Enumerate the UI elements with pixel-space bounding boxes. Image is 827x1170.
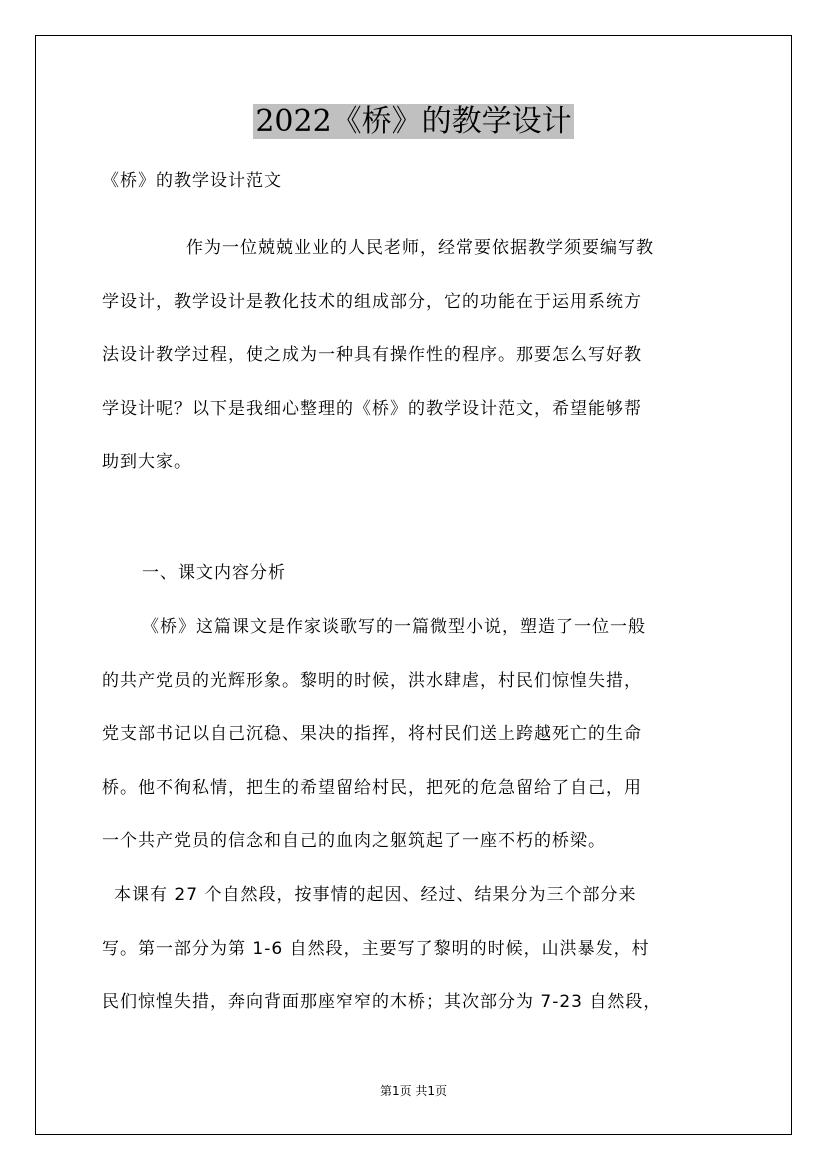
text-line: 的共产党员的光辉形象。黎明的时候，洪水肆虐，村民们惊惶失措， bbox=[102, 670, 642, 691]
subtitle bbox=[102, 155, 732, 209]
analysis-paragraph-1 bbox=[102, 601, 732, 869]
text-line: 《桥》这篇课文是作家谈歌写的一篇微型小说，塑造了一位一般 bbox=[142, 617, 646, 637]
text-line: 本课有 27 个自然段，按事情的起因、经过、结果分为三个部分来 bbox=[114, 885, 637, 905]
text-line: 写。第一部分为第 1-6 自然段，主要写了黎明的时候，山洪暴发，村 bbox=[102, 938, 650, 959]
text-line: 党支部书记以自己沉稳、果决的指挥，将村民们送上跨越死亡的生命 bbox=[102, 724, 642, 744]
page-footer: 第1页 共1页 bbox=[379, 1084, 448, 1098]
text-line: 作为一位兢兢业业的人民老师，经常要依据教学须要编写教 bbox=[186, 238, 654, 258]
section-heading-text: 一、课文内容分析 bbox=[142, 563, 286, 583]
text-line: 法设计教学过程，使之成为一种具有操作性的程序。那要怎么写好教 bbox=[102, 345, 642, 365]
subtitle-text: 《桥》的教学设计范文 bbox=[102, 171, 282, 191]
text-line: 民们惊惶失措，奔向背面那座窄窄的木桥；其次部分为 7-23 自然段， bbox=[102, 992, 662, 1012]
text-line: 学设计呢？以下是我细心整理的《桥》的教学设计范文，希望能够帮 bbox=[102, 398, 642, 419]
document-title: 2022《桥》的教学设计 bbox=[255, 104, 572, 139]
section-heading bbox=[102, 547, 732, 601]
text-line: 学设计，教学设计是教化技术的组成部分，它的功能在于运用系统方 bbox=[102, 291, 642, 312]
text-line: 助到大家。 bbox=[102, 452, 192, 472]
intro-paragraph bbox=[102, 222, 732, 490]
text-line: 桥。他不徇私情，把生的希望留给村民，把死的危急留给了自己，用 bbox=[102, 777, 642, 798]
text-line: 一个共产党员的信念和自己的血肉之躯筑起了一座不朽的桥梁。 bbox=[102, 831, 606, 851]
analysis-paragraph-2 bbox=[102, 869, 732, 1030]
